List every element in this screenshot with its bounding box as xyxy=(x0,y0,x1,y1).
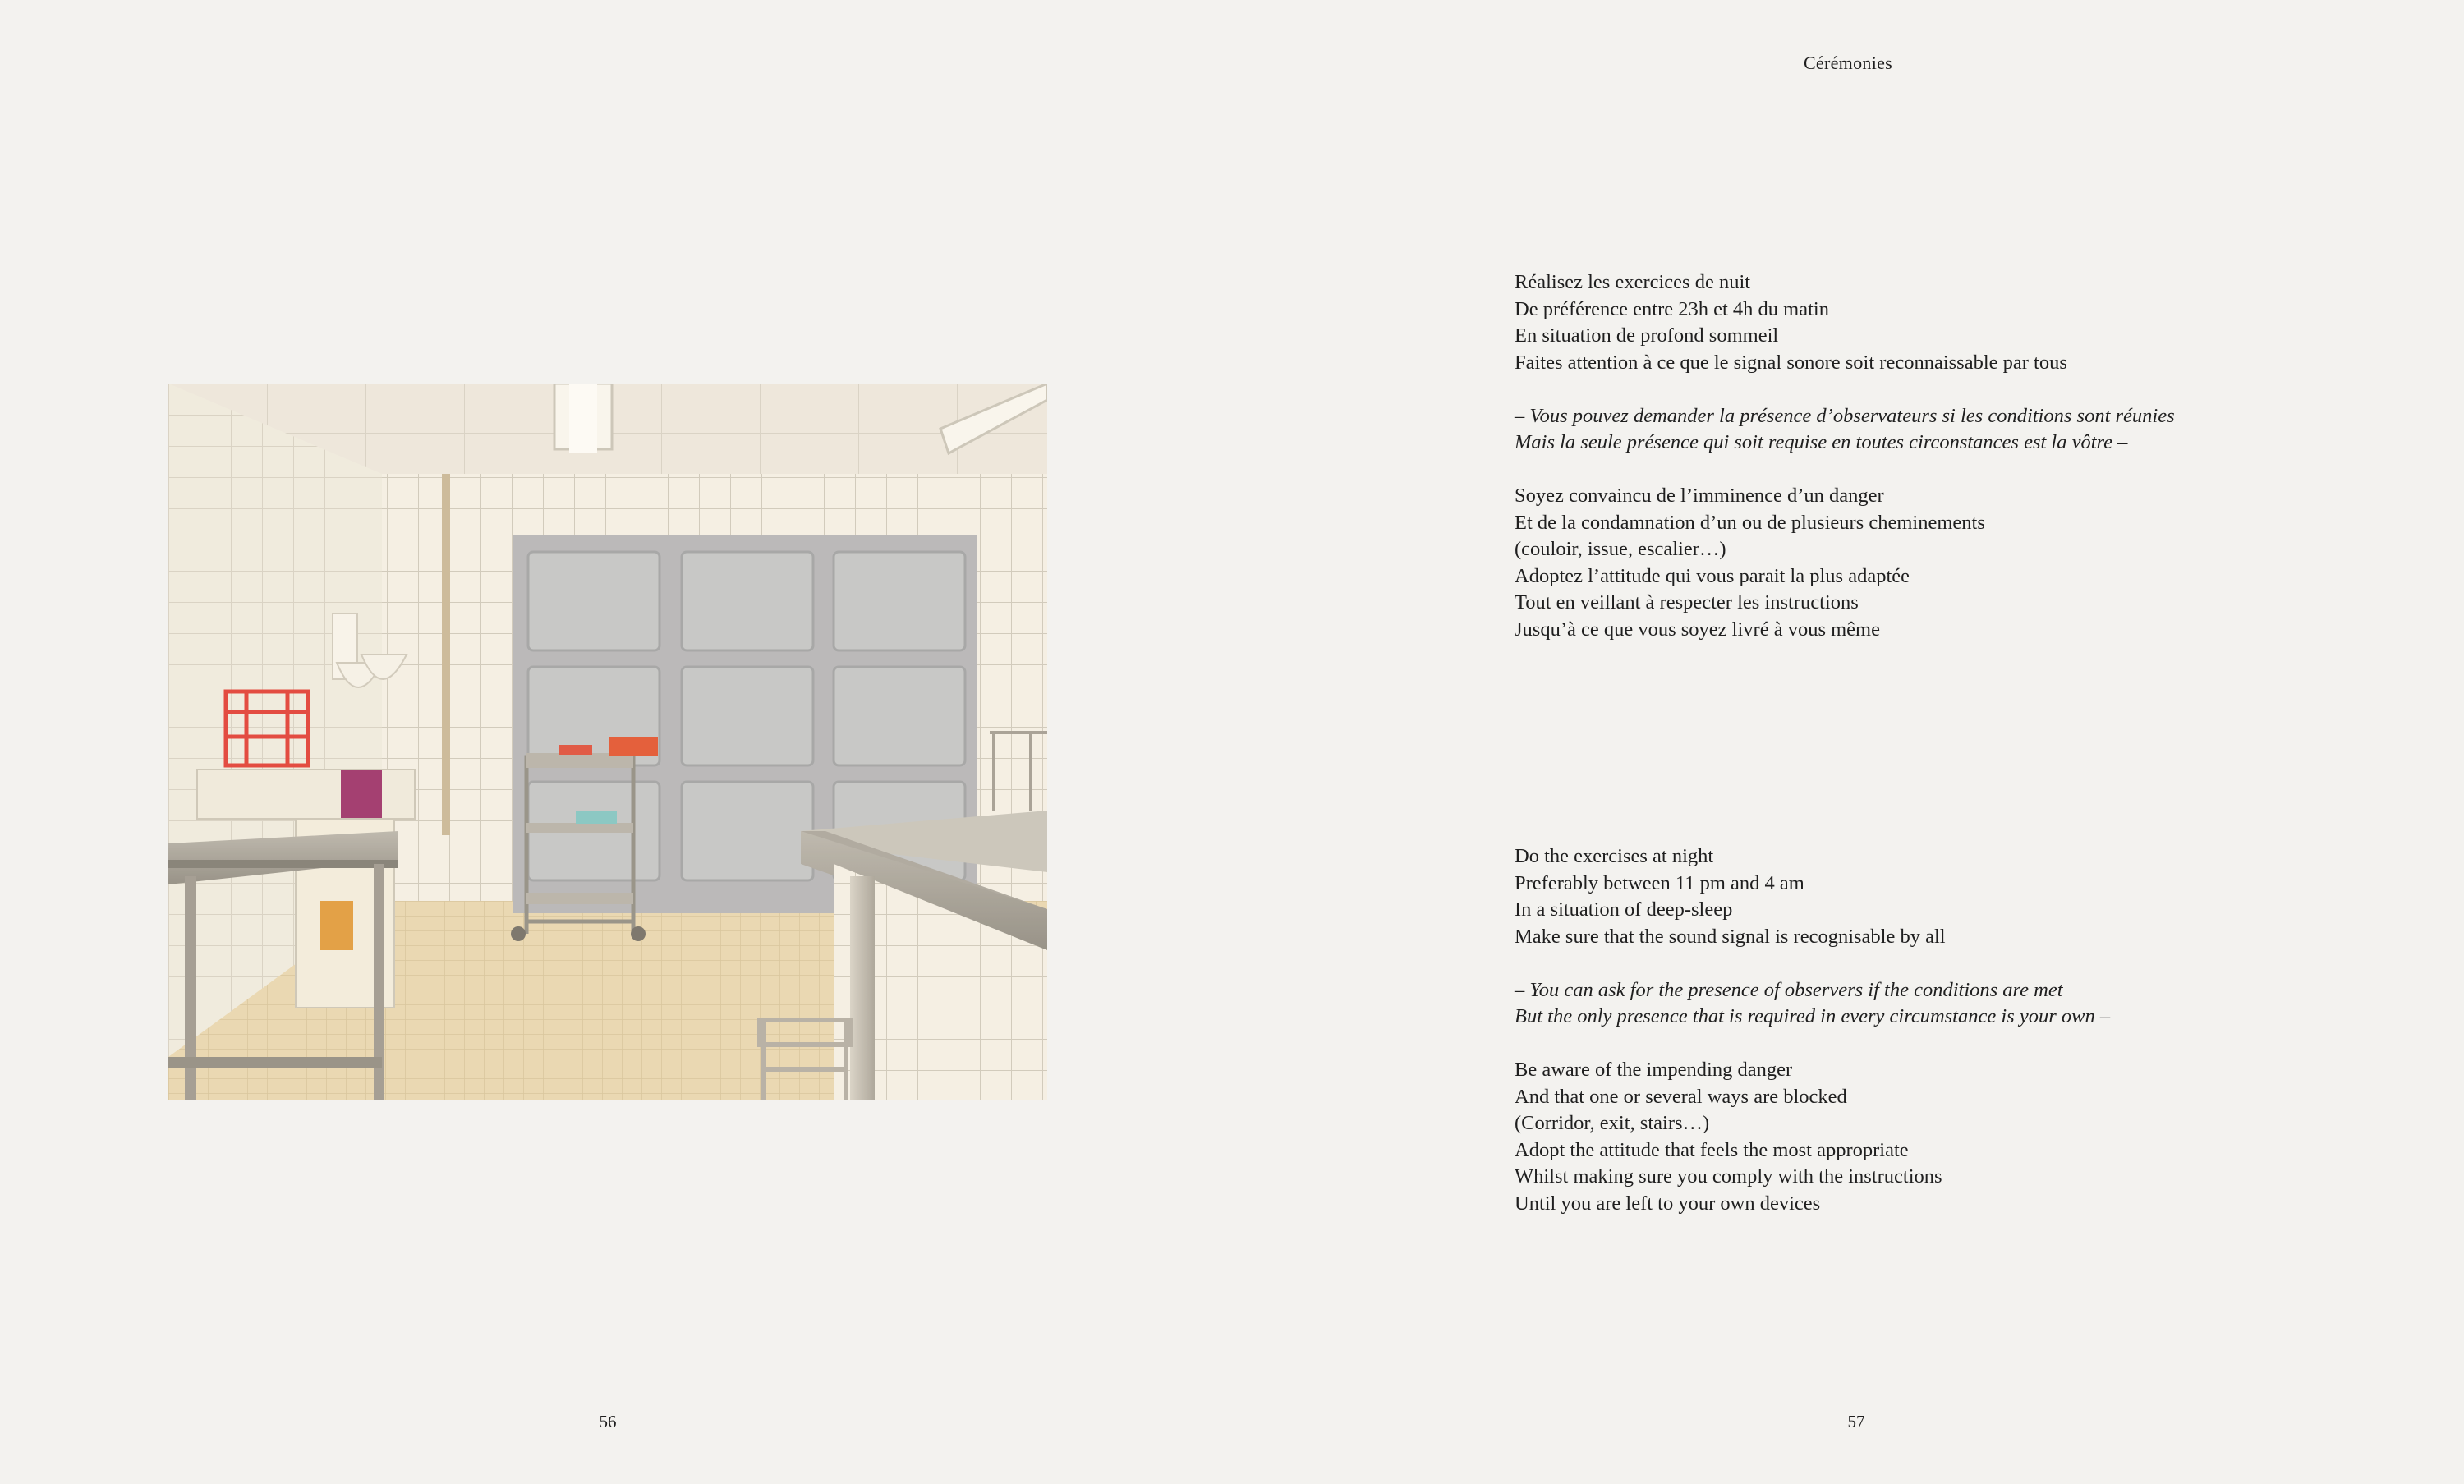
right-page xyxy=(1232,0,2464,1484)
text-line: Mais la seule présence qui soit requise en toutes circonstances est la vôtre – xyxy=(1515,431,2128,453)
text-line: Be aware of the impending danger xyxy=(1515,1059,1793,1081)
text-line: Jusqu’à ce que vous soyez livré à vous même xyxy=(1515,618,1880,641)
text-line: Soyez convaincu de l’imminence d’un danger xyxy=(1515,485,1884,507)
photograph xyxy=(168,384,1047,1100)
text-line: Adoptez l’attitude qui vous parait la plus adaptée xyxy=(1515,564,1910,587)
page-number-left: 56 xyxy=(599,1412,617,1431)
stanza-gap xyxy=(1515,457,2418,484)
text-line: Make sure that the sound signal is recognisable by all xyxy=(1515,925,1946,948)
text-line: Tout en veillant à respecter les instructions xyxy=(1515,591,1859,613)
french-text xyxy=(1515,269,2418,643)
page-number-right: 57 xyxy=(1847,1412,1865,1431)
text-line: Do the exercises at night xyxy=(1515,845,1714,867)
text-line: And that one or several ways are blocked xyxy=(1515,1085,1847,1108)
text-line: – Vous pouvez demander la présence d’observateurs si les conditions sont réunies xyxy=(1515,404,2175,427)
text-line: En situation de profond sommeil xyxy=(1515,324,1779,347)
running-head: Cérémonies xyxy=(1803,53,1893,73)
text-line: Et de la condamnation d’un ou de plusieurs cheminements xyxy=(1515,511,1985,534)
text-line: Preferably between 11 pm and 4 am xyxy=(1515,871,1804,894)
english-text xyxy=(1515,843,2418,1217)
text-line: Adopt the attitude that feels the most appropriate xyxy=(1515,1138,1909,1161)
text-line: Until you are left to your own devices xyxy=(1515,1192,1821,1215)
text-line: Whilst making sure you comply with the instructions xyxy=(1515,1165,1942,1188)
stanza-gap xyxy=(1515,1031,2418,1058)
stanza-gap xyxy=(1515,950,2418,977)
text-line: – You can ask for the presence of observers if the conditions are met xyxy=(1515,978,2063,1001)
text-line: But the only presence that is required in every circumstance is your own – xyxy=(1515,1005,2111,1027)
text-line: In a situation of deep-sleep xyxy=(1515,898,1733,921)
text-line: De préférence entre 23h et 4h du matin xyxy=(1515,297,1829,320)
stanza-gap xyxy=(1515,376,2418,403)
text-line: (couloir, issue, escalier…) xyxy=(1515,538,1726,560)
text-line: Réalisez les exercices de nuit xyxy=(1515,271,1751,293)
text-line: (Corridor, exit, stairs…) xyxy=(1515,1112,1710,1134)
text-line: Faites attention à ce que le signal sonore soit reconnaissable par tous xyxy=(1515,351,2067,374)
